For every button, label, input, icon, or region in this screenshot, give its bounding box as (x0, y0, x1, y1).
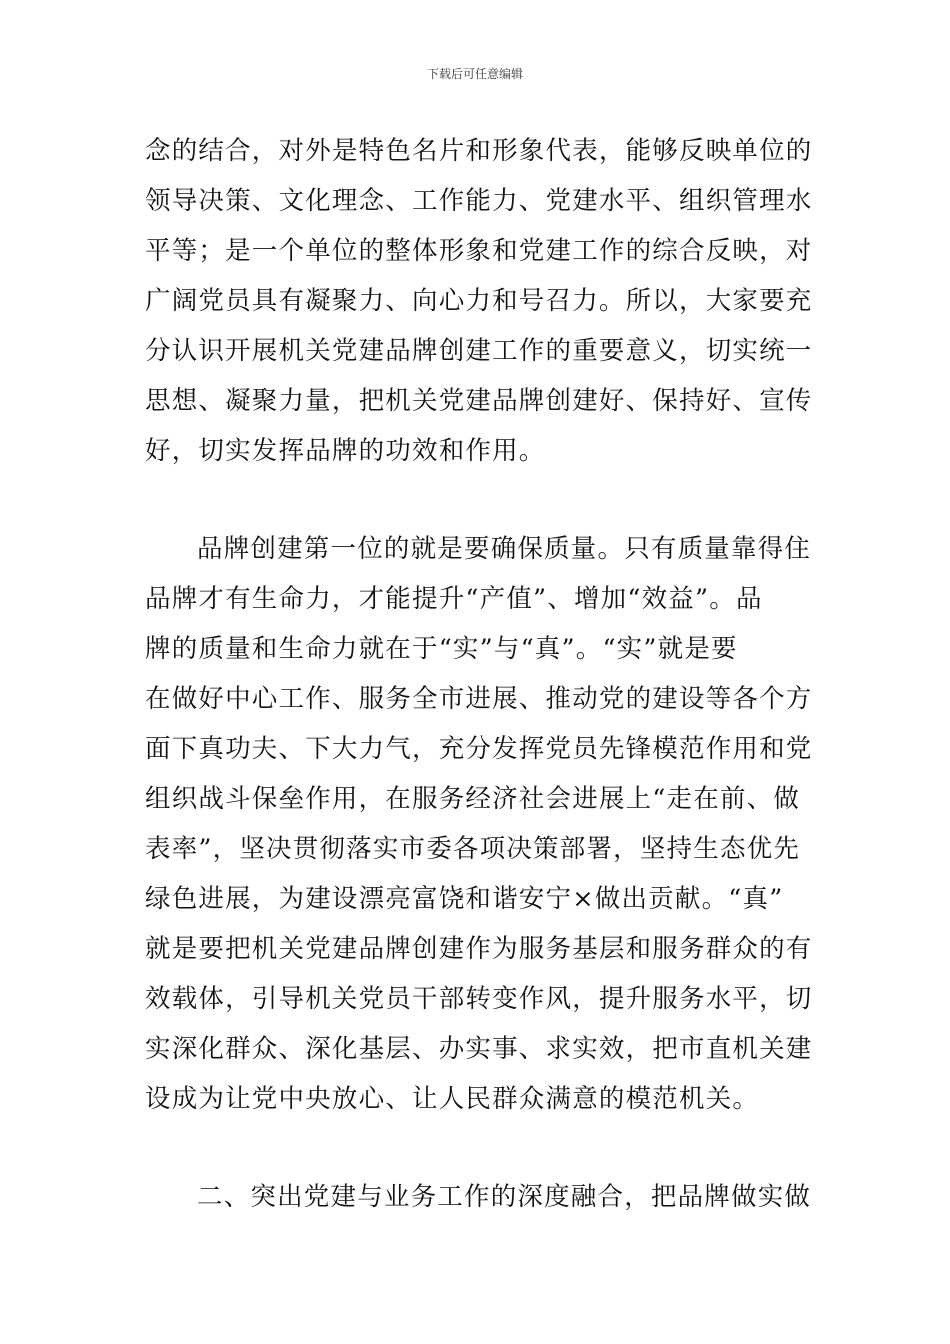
text-line: 表率”，坚决贯彻落实市委各项决策部署，坚持生态优先 (145, 834, 801, 864)
text-line: 念的结合，对外是特色名片和形象代表，能够反映单位的 (145, 136, 813, 166)
text-line: 在做好中心工作、服务全市进展、推动党的建设等各个方 (145, 684, 813, 714)
text-line: 广阔党员具有凝聚力、向心力和号召力。所以，大家要充 (145, 286, 813, 316)
text-line: 绿色进展，为建设漂亮富饶和谐安宁×做出贡献。“真” (145, 884, 784, 914)
page-header-note: 下载后可任意编辑 (426, 67, 523, 81)
text-line: 品牌创建第一位的就是要确保质量。只有质量靠得住 (197, 534, 812, 564)
text-line: 分认识开展机关党建品牌创建工作的重要意义，切实统一 (145, 336, 813, 366)
section-heading-2 (145, 1172, 810, 1222)
text-line: 设成为让党中央放心、让人民群众满意的模范机关。 (145, 1084, 760, 1114)
text-line: 好，切实发挥品牌的功效和作用。 (145, 436, 546, 466)
text-line: 就是要把机关党建品牌创建作为服务基层和服务群众的有 (145, 934, 813, 964)
text-line: 组织战斗保垒作用，在服务经济社会进展上“走在前、做 (145, 784, 801, 814)
paragraph-1 (145, 126, 813, 476)
text-line: 平等；是一个单位的整体形象和党建工作的综合反映，对 (145, 236, 813, 266)
text-line: 实深化群众、深化基层、办实事、求实效，把市直机关建 (145, 1034, 813, 1064)
text-line: 二、突出党建与业务工作的深度融合，把品牌做实做 (197, 1182, 812, 1212)
paragraph-2 (145, 524, 813, 1124)
text-line: 效载体，引导机关党员干部转变作风，提升服务水平，切 (145, 984, 813, 1014)
text-line: 思想、凝聚力量，把机关党建品牌创建好、保持好、宣传 (145, 386, 813, 416)
text-line: 牌的质量和生命力就在于“实”与“真”。“实”就是要 (145, 634, 738, 664)
text-line: 领导决策、文化理念、工作能力、党建水平、组织管理水 (145, 186, 813, 216)
text-line: 品牌才有生命力，才能提升“产值”、增加“效益”。品 (145, 584, 763, 614)
text-line: 面下真功夫、下大力气，充分发挥党员先锋模范作用和党 (145, 734, 813, 764)
